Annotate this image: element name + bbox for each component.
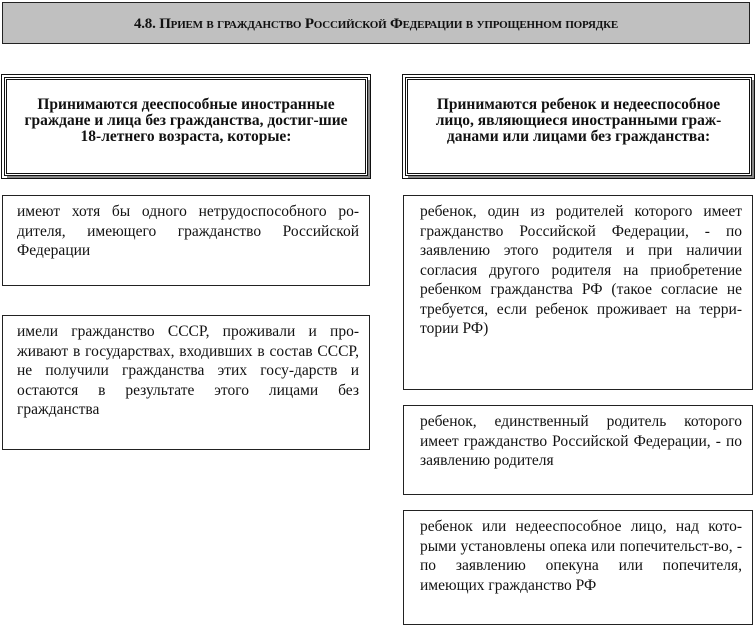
left-item-text: имеют хотя бы одного нетрудоспособного ро-дителя, имеющего гражданство Российской Федерации — [17, 203, 359, 259]
right-item-text: ребенок или недееспособное лицо, над кото-рыми установлены опека или попечительст-во, - по заявлению опекуна или попечителя, имеющих гражданство РФ — [420, 518, 742, 594]
left-item-2 — [2, 315, 370, 450]
left-item-1 — [2, 195, 370, 286]
right-item-text: ребенок, единственный родитель которого имеет гражданство Российской Федерации, - по заявлению родителя — [420, 413, 742, 469]
right-column-header — [405, 77, 752, 176]
right-item-3 — [403, 510, 753, 625]
left-header-text: Принимаются дееспособные иностранные граждане и лица без гражданства, достиг-шие 18-летнего возраста, которые: — [24, 95, 348, 145]
right-item-text: ребенок, один из родителей которого имеет гражданство Российской Федерации, - по заявлению этого родителя и при наличии согласия другого родителя на приобретение ребенком гражданства РФ (такое согласие не требуется, если ребенок проживает на терри-тории РФ) — [420, 203, 742, 337]
right-item-2 — [403, 405, 753, 495]
left-item-text: имели гражданство СССР, проживали и про-живают в государствах, входивших в состав СССР, не получили гражданства этих госу-дарств и остаются в результате этого лицами без гражданства — [17, 323, 359, 418]
left-column-header — [4, 77, 368, 176]
title-bar — [2, 2, 750, 44]
diagram-title: 4.8. Прием в гражданство Российской Федерации в упрощенном порядке — [133, 15, 619, 32]
right-item-1 — [403, 195, 753, 390]
right-header-text: Принимаются ребенок и недееспособное лицо, являющиеся иностранными граж-данами или лицами без гражданства: — [435, 95, 722, 145]
